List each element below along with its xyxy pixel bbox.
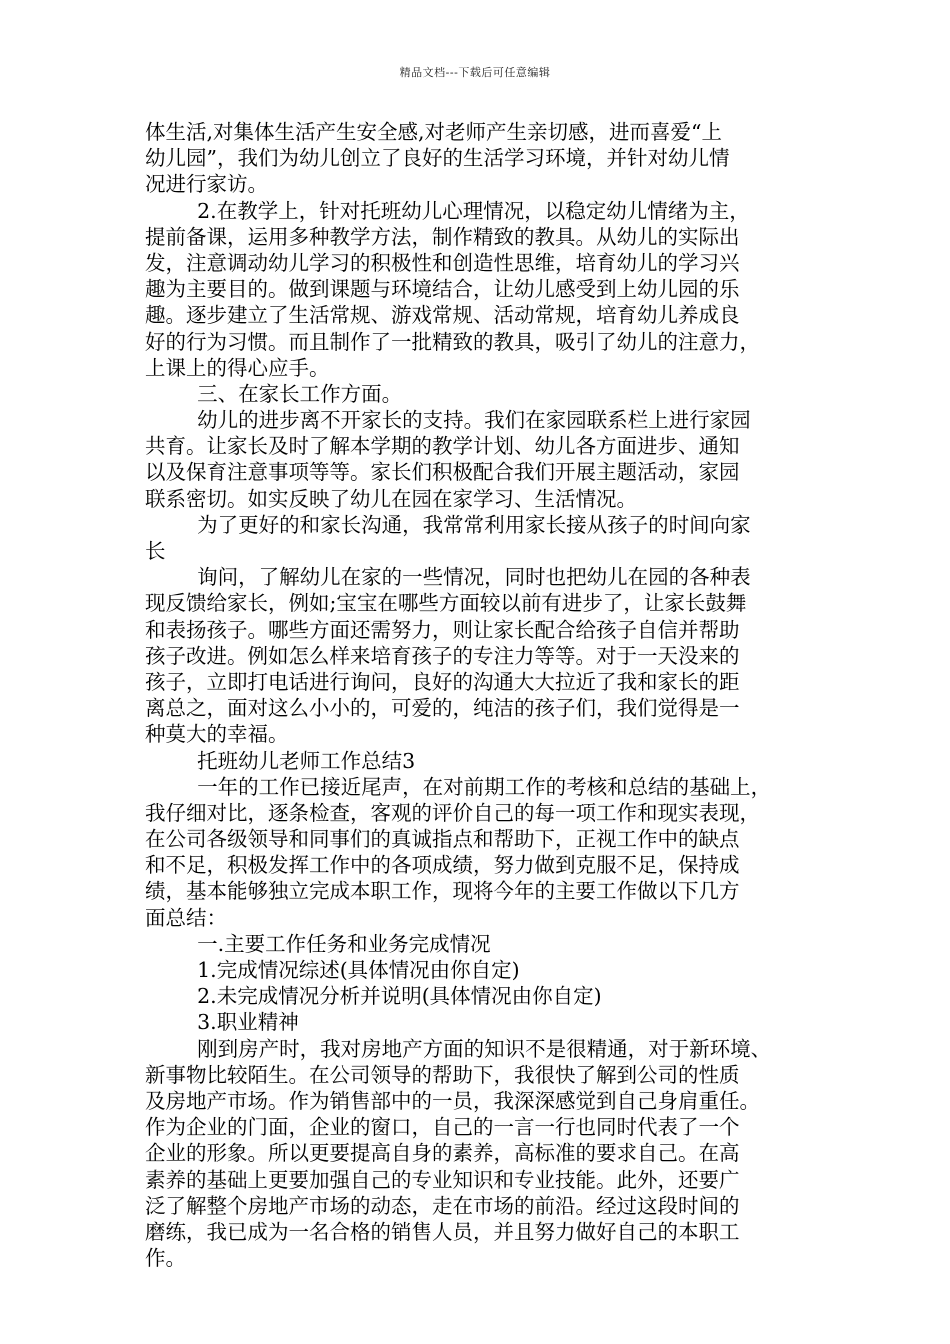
text-line: 长 xyxy=(145,539,166,563)
text-line: 3.职业精神 xyxy=(145,1010,299,1035)
text-line: 2.在教学上，针对托班幼儿心理情况，以稳定幼儿情绪为主， xyxy=(145,198,750,223)
text-line: 种莫大的幸福。 xyxy=(145,722,289,747)
text-line: 和不足，积极发挥工作中的各项成绩，努力做到克服不足，保持成 xyxy=(145,853,740,878)
text-line: 趣。逐步建立了生活常规、游戏常规、活动常规，培育幼儿养成良 xyxy=(145,303,740,328)
text-line: 一年的工作已接近尾声，在对前期工作的考核和总结的基础上， xyxy=(145,774,772,799)
text-line: 共育。让家长及时了解本学期的教学计划、幼儿各方面进步、通知 xyxy=(145,434,740,459)
text-line: 我仔细对比，逐条检查，客观的评价自己的每一项工作和现实表现， xyxy=(145,800,760,825)
text-line: 幼儿园”，我们为幼儿创立了良好的生活学习环境，并针对幼儿情 xyxy=(145,146,730,171)
text-line: 发，注意调动幼儿学习的积极性和创造性思维，培育幼儿的学习兴 xyxy=(145,250,740,275)
text-line: 体生活,对集体生活产生安全感,对老师产生亲切感，进而喜爱“上 xyxy=(145,120,723,144)
page-header: 精品文档---下载后可任意编辑 xyxy=(399,66,551,79)
text-line: 绩，基本能够独立完成本职工作，现将今年的主要工作做以下几方 xyxy=(145,879,740,904)
text-line: 离总之，面对这么小小的，可爱的，纯洁的孩子们，我们觉得是一 xyxy=(145,696,740,721)
text-line: 提前备课，运用多种教学方法，制作精致的教具。从幼儿的实际出 xyxy=(145,224,740,249)
text-line: 和表扬孩子。哪些方面还需努力，则让家长配合给孩子自信并帮助 xyxy=(145,617,740,642)
text-line: 上课上的得心应手。 xyxy=(145,355,330,380)
text-line: 刚到房产时，我对房地产方面的知识不是很精通，对于新环境、 xyxy=(145,1036,772,1061)
text-line: 在公司各级领导和同事们的真诚指点和帮助下，正视工作中的缺点 xyxy=(145,827,740,852)
text-line: 一.主要工作任务和业务完成情况 xyxy=(145,931,491,956)
text-line: 为了更好的和家长沟通，我常常利用家长接从孩子的时间向家 xyxy=(145,512,751,537)
text-line: 泛了解整个房地产市场的动态，走在市场的前沿。经过这段时间的 xyxy=(145,1193,740,1218)
text-line: 面总结： xyxy=(145,905,227,930)
text-line: 询问，了解幼儿在家的一些情况，同时也把幼儿在园的各种表 xyxy=(145,565,751,590)
text-line: 及房地产市场。作为销售部中的一员，我深深感觉到自己身肩重任。 xyxy=(145,1088,760,1113)
text-line: 联系密切。如实反映了幼儿在园在家学习、生活情况。 xyxy=(145,486,637,511)
text-line: 作为企业的门面，企业的窗口，自己的一言一行也同时代表了一个 xyxy=(145,1115,740,1140)
text-line: 作。 xyxy=(145,1246,186,1271)
text-line: 1.完成情况综述(具体情况由你自定) xyxy=(145,958,520,982)
text-line: 企业的形象。所以更要提高自身的素养，高标准的要求自己。在高 xyxy=(145,1141,740,1166)
text-line: 以及保育注意事项等等。家长们积极配合我们开展主题活动，家园 xyxy=(145,460,740,485)
text-line: 孩子改进。例如怎么样来培育孩子的专注力等等。对于一天没来的 xyxy=(145,643,740,668)
text-line: 孩子，立即打电话进行询问，良好的沟通大大拉近了我和家长的距 xyxy=(145,669,740,694)
text-line: 趣为主要目的。做到课题与环境结合，让幼儿感受到上幼儿园的乐 xyxy=(145,277,740,302)
text-line: 托班幼儿老师工作总结3 xyxy=(145,748,416,773)
text-line: 磨练，我已成为一名合格的销售人员，并且努力做好自己的本职工 xyxy=(145,1219,740,1244)
document-body xyxy=(145,119,817,1271)
text-line: 现反馈给家长，例如;宝宝在哪些方面较以前有进步了，让家长鼓舞 xyxy=(145,591,747,616)
text-line: 三、在家长工作方面。 xyxy=(145,381,403,406)
text-line: 新事物比较陌生。在公司领导的帮助下，我很快了解到公司的性质 xyxy=(145,1062,740,1087)
text-line: 况进行家访。 xyxy=(145,172,268,197)
text-line: 幼儿的进步离不开家长的支持。我们在家园联系栏上进行家园 xyxy=(145,408,751,433)
text-line: 2.未完成情况分析并说明(具体情况由你自定) xyxy=(145,984,602,1009)
text-line: 好的行为习惯。而且制作了一批精致的教具，吸引了幼儿的注意力， xyxy=(145,329,760,354)
text-line: 素养的基础上更要加强自己的专业知识和专业技能。此外，还要广 xyxy=(145,1167,740,1192)
